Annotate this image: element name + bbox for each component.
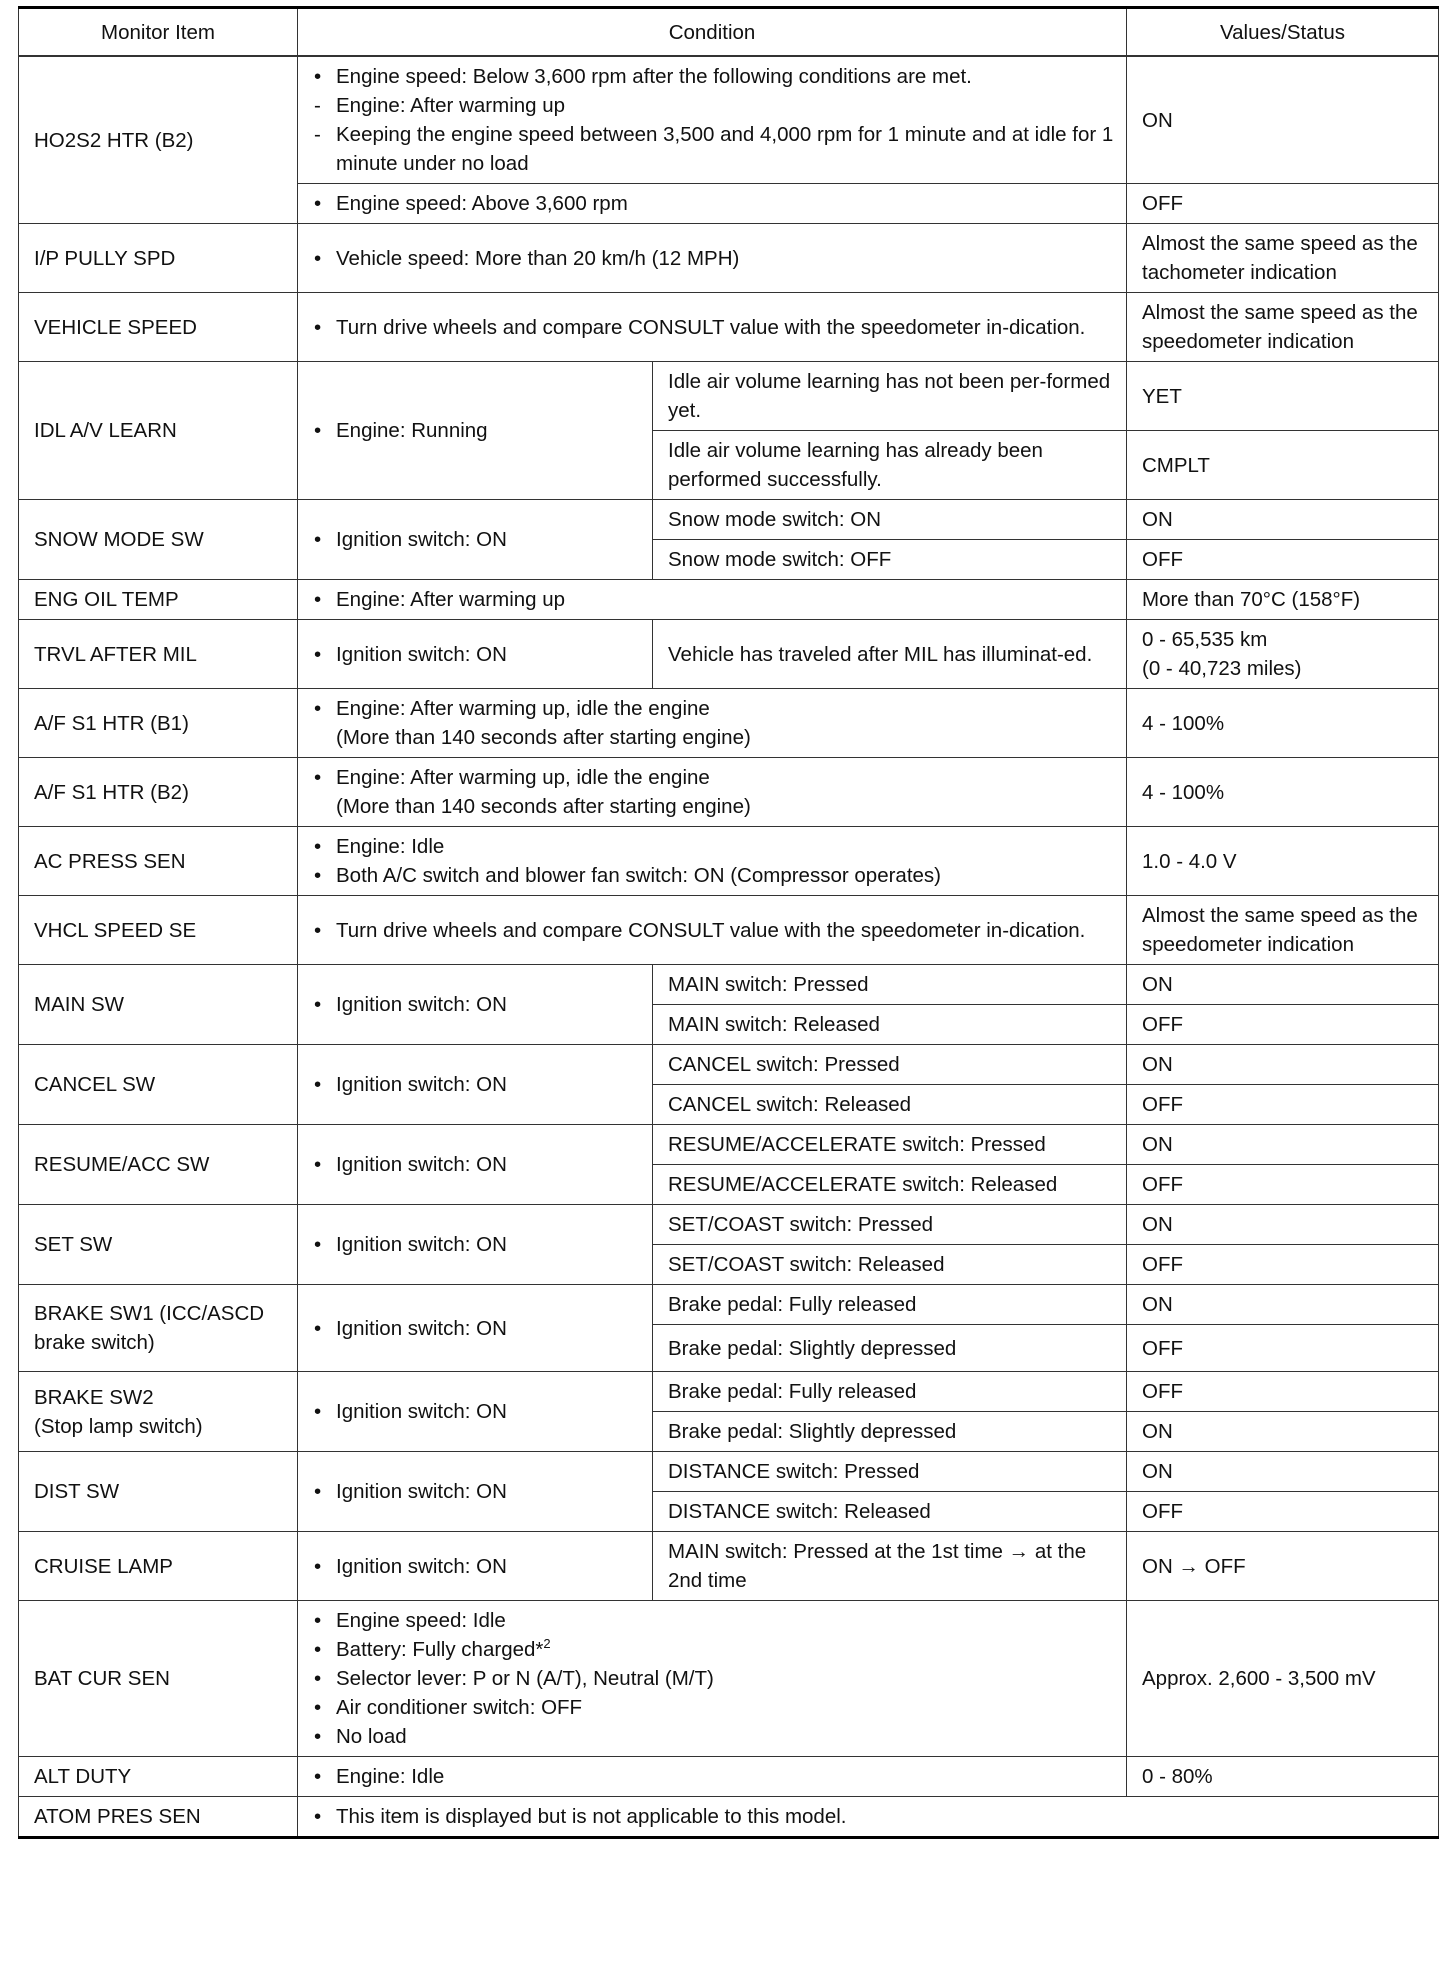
table-row (19, 965, 1439, 1005)
table-row (19, 758, 1439, 827)
condition-cell: • Ignition switch: ON (298, 620, 653, 689)
value-cell: OFF (1127, 1005, 1439, 1045)
value-cell: ON (1127, 1125, 1439, 1165)
value-cell: ON (1127, 56, 1439, 184)
monitor-item-cell: VEHICLE SPEED (19, 293, 298, 362)
value-cell: CMPLT (1127, 431, 1439, 500)
header-values-status: Values/Status (1127, 8, 1439, 57)
table-row (19, 1205, 1439, 1245)
condition-cell: • Vehicle speed: More than 20 km/h (12 MPH) (298, 224, 1127, 293)
value-cell: 4 - 100% (1127, 758, 1439, 827)
condition-cell: • Ignition switch: ON (298, 1372, 653, 1452)
table-row (19, 580, 1439, 620)
monitor-item-cell: SET SW (19, 1205, 298, 1285)
value-cell: ON (1127, 1452, 1439, 1492)
monitor-item-cell: DIST SW (19, 1452, 298, 1532)
sub-condition-cell: CANCEL switch: Pressed (653, 1045, 1127, 1085)
sub-condition-cell: DISTANCE switch: Released (653, 1492, 1127, 1532)
table-row (19, 56, 1439, 184)
condition-cell: • Engine speed: Idle • Battery: Fully charged*$^2$ • Selector lever: P or N (A/T), Neutral (M/T) • Air conditioner switch: OFF • No load (298, 1601, 1127, 1757)
value-cell: ON (1127, 500, 1439, 540)
value-cell: OFF (1127, 1165, 1439, 1205)
header-monitor-item: Monitor Item (19, 8, 298, 57)
value-cell: 0 - 65,535 km (0 - 40,723 miles) (1127, 620, 1439, 689)
monitor-item-cell: TRVL AFTER MIL (19, 620, 298, 689)
value-cell: Almost the same speed as the speedometer indication (1127, 896, 1439, 965)
value-cell: ON (1127, 1412, 1439, 1452)
condition-cell: • Ignition switch: ON (298, 1285, 653, 1372)
monitor-item-cell: ATOM PRES SEN (19, 1797, 298, 1838)
value-cell: ON → OFF (1127, 1532, 1439, 1601)
monitor-item-cell: ENG OIL TEMP (19, 580, 298, 620)
condition-cell: • Engine: Idle • Both A/C switch and blower fan switch: ON (Compressor operates) (298, 827, 1127, 896)
table-row (19, 224, 1439, 293)
condition-cell: • Engine: After warming up, idle the engine (More than 140 seconds after starting engine) (298, 758, 1127, 827)
value-cell: 0 - 80% (1127, 1757, 1439, 1797)
monitor-item-cell: ALT DUTY (19, 1757, 298, 1797)
condition-cell: • Engine: After warming up, idle the engine (More than 140 seconds after starting engine) (298, 689, 1127, 758)
condition-cell: • Turn drive wheels and compare CONSULT value with the speedometer in-dication. (298, 293, 1127, 362)
condition-cell: • Ignition switch: ON (298, 1125, 653, 1205)
table-row (19, 1757, 1439, 1797)
value-cell: Almost the same speed as the tachometer indication (1127, 224, 1439, 293)
condition-cell: • Engine: After warming up (298, 580, 1127, 620)
value-cell: More than 70°C (158°F) (1127, 580, 1439, 620)
table-row (19, 1797, 1439, 1838)
monitor-item-cell: A/F S1 HTR (B1) (19, 689, 298, 758)
condition-cell: • Engine speed: Below 3,600 rpm after the following conditions are met. - Engine: After warming up - Keeping the engine speed between 3,500 and 4,000 rpm for 1 minute and at idle for 1 minute under no load (298, 56, 1127, 184)
monitor-item-cell: I/P PULLY SPD (19, 224, 298, 293)
table-row (19, 827, 1439, 896)
condition-cell: • Engine: Running (298, 362, 653, 500)
table-row (19, 1285, 1439, 1325)
value-cell: OFF (1127, 1492, 1439, 1532)
monitor-item-table (18, 6, 1439, 1839)
table-row (19, 500, 1439, 540)
table-header-row (19, 8, 1439, 57)
header-condition: Condition (298, 8, 1127, 57)
monitor-item-cell: AC PRESS SEN (19, 827, 298, 896)
sub-condition-cell: CANCEL switch: Released (653, 1085, 1127, 1125)
table-row (19, 1125, 1439, 1165)
monitor-item-cell: VHCL SPEED SE (19, 896, 298, 965)
monitor-item-cell: CRUISE LAMP (19, 1532, 298, 1601)
condition-cell: • Ignition switch: ON (298, 1205, 653, 1285)
monitor-item-cell: A/F S1 HTR (B2) (19, 758, 298, 827)
value-cell: Almost the same speed as the speedometer indication (1127, 293, 1439, 362)
value-cell: ON (1127, 1285, 1439, 1325)
condition-cell: • Engine: Idle (298, 1757, 1127, 1797)
sub-condition-cell: Brake pedal: Slightly depressed (653, 1412, 1127, 1452)
condition-cell: • Ignition switch: ON (298, 1452, 653, 1532)
monitor-item-cell: SNOW MODE SW (19, 500, 298, 580)
value-cell: OFF (1127, 1245, 1439, 1285)
sub-condition-cell: Snow mode switch: ON (653, 500, 1127, 540)
monitor-item-cell: RESUME/ACC SW (19, 1125, 298, 1205)
sub-condition-cell: SET/COAST switch: Pressed (653, 1205, 1127, 1245)
value-cell: ON (1127, 965, 1439, 1005)
monitor-item-cell: CANCEL SW (19, 1045, 298, 1125)
table-row (19, 1045, 1439, 1085)
sub-condition-cell: Idle air volume learning has not been per-formed yet. (653, 362, 1127, 431)
value-cell: ON (1127, 1045, 1439, 1085)
sub-condition-cell: Brake pedal: Fully released (653, 1372, 1127, 1412)
table-row (19, 689, 1439, 758)
table-row (19, 293, 1439, 362)
table-row (19, 896, 1439, 965)
condition-cell: • Ignition switch: ON (298, 500, 653, 580)
value-cell: 1.0 - 4.0 V (1127, 827, 1439, 896)
table-row (19, 620, 1439, 689)
condition-cell: • This item is displayed but is not applicable to this model. (298, 1797, 1439, 1838)
value-cell: OFF (1127, 1325, 1439, 1372)
monitor-item-cell: HO2S2 HTR (B2) (19, 56, 298, 224)
condition-cell: • Ignition switch: ON (298, 1532, 653, 1601)
value-cell: OFF (1127, 1085, 1439, 1125)
sub-condition-cell: Idle air volume learning has already been performed successfully. (653, 431, 1127, 500)
value-cell: Approx. 2,600 - 3,500 mV (1127, 1601, 1439, 1757)
sub-condition-cell: MAIN switch: Released (653, 1005, 1127, 1045)
sub-condition-cell: Brake pedal: Slightly depressed (653, 1325, 1127, 1372)
monitor-item-cell: BAT CUR SEN (19, 1601, 298, 1757)
value-cell: ON (1127, 1205, 1439, 1245)
condition-cell: • Ignition switch: ON (298, 965, 653, 1045)
monitor-item-cell: MAIN SW (19, 965, 298, 1045)
table-row (19, 1372, 1439, 1412)
sub-condition-cell: DISTANCE switch: Pressed (653, 1452, 1127, 1492)
value-cell: OFF (1127, 184, 1439, 224)
condition-cell: • Engine speed: Above 3,600 rpm (298, 184, 1127, 224)
condition-cell: • Turn drive wheels and compare CONSULT value with the speedometer in-dication. (298, 896, 1127, 965)
value-cell: OFF (1127, 1372, 1439, 1412)
sub-condition-cell: MAIN switch: Pressed (653, 965, 1127, 1005)
sub-condition-cell: MAIN switch: Pressed at the 1st time → at the 2nd time (653, 1532, 1127, 1601)
table-row (19, 1452, 1439, 1492)
sub-condition-cell: Snow mode switch: OFF (653, 540, 1127, 580)
monitor-item-cell: IDL A/V LEARN (19, 362, 298, 500)
sub-condition-cell: RESUME/ACCELERATE switch: Pressed (653, 1125, 1127, 1165)
value-cell: YET (1127, 362, 1439, 431)
value-cell: 4 - 100% (1127, 689, 1439, 758)
table-row (19, 1601, 1439, 1757)
sub-condition-cell: Vehicle has traveled after MIL has illuminat-ed. (653, 620, 1127, 689)
monitor-item-cell: BRAKE SW2 (Stop lamp switch) (19, 1372, 298, 1452)
sub-condition-cell: SET/COAST switch: Released (653, 1245, 1127, 1285)
condition-cell: • Ignition switch: ON (298, 1045, 653, 1125)
value-cell: OFF (1127, 540, 1439, 580)
sub-condition-cell: Brake pedal: Fully released (653, 1285, 1127, 1325)
monitor-item-cell: BRAKE SW1 (ICC/ASCD brake switch) (19, 1285, 298, 1372)
sub-condition-cell: RESUME/ACCELERATE switch: Released (653, 1165, 1127, 1205)
table-row (19, 362, 1439, 431)
table-row (19, 1532, 1439, 1601)
